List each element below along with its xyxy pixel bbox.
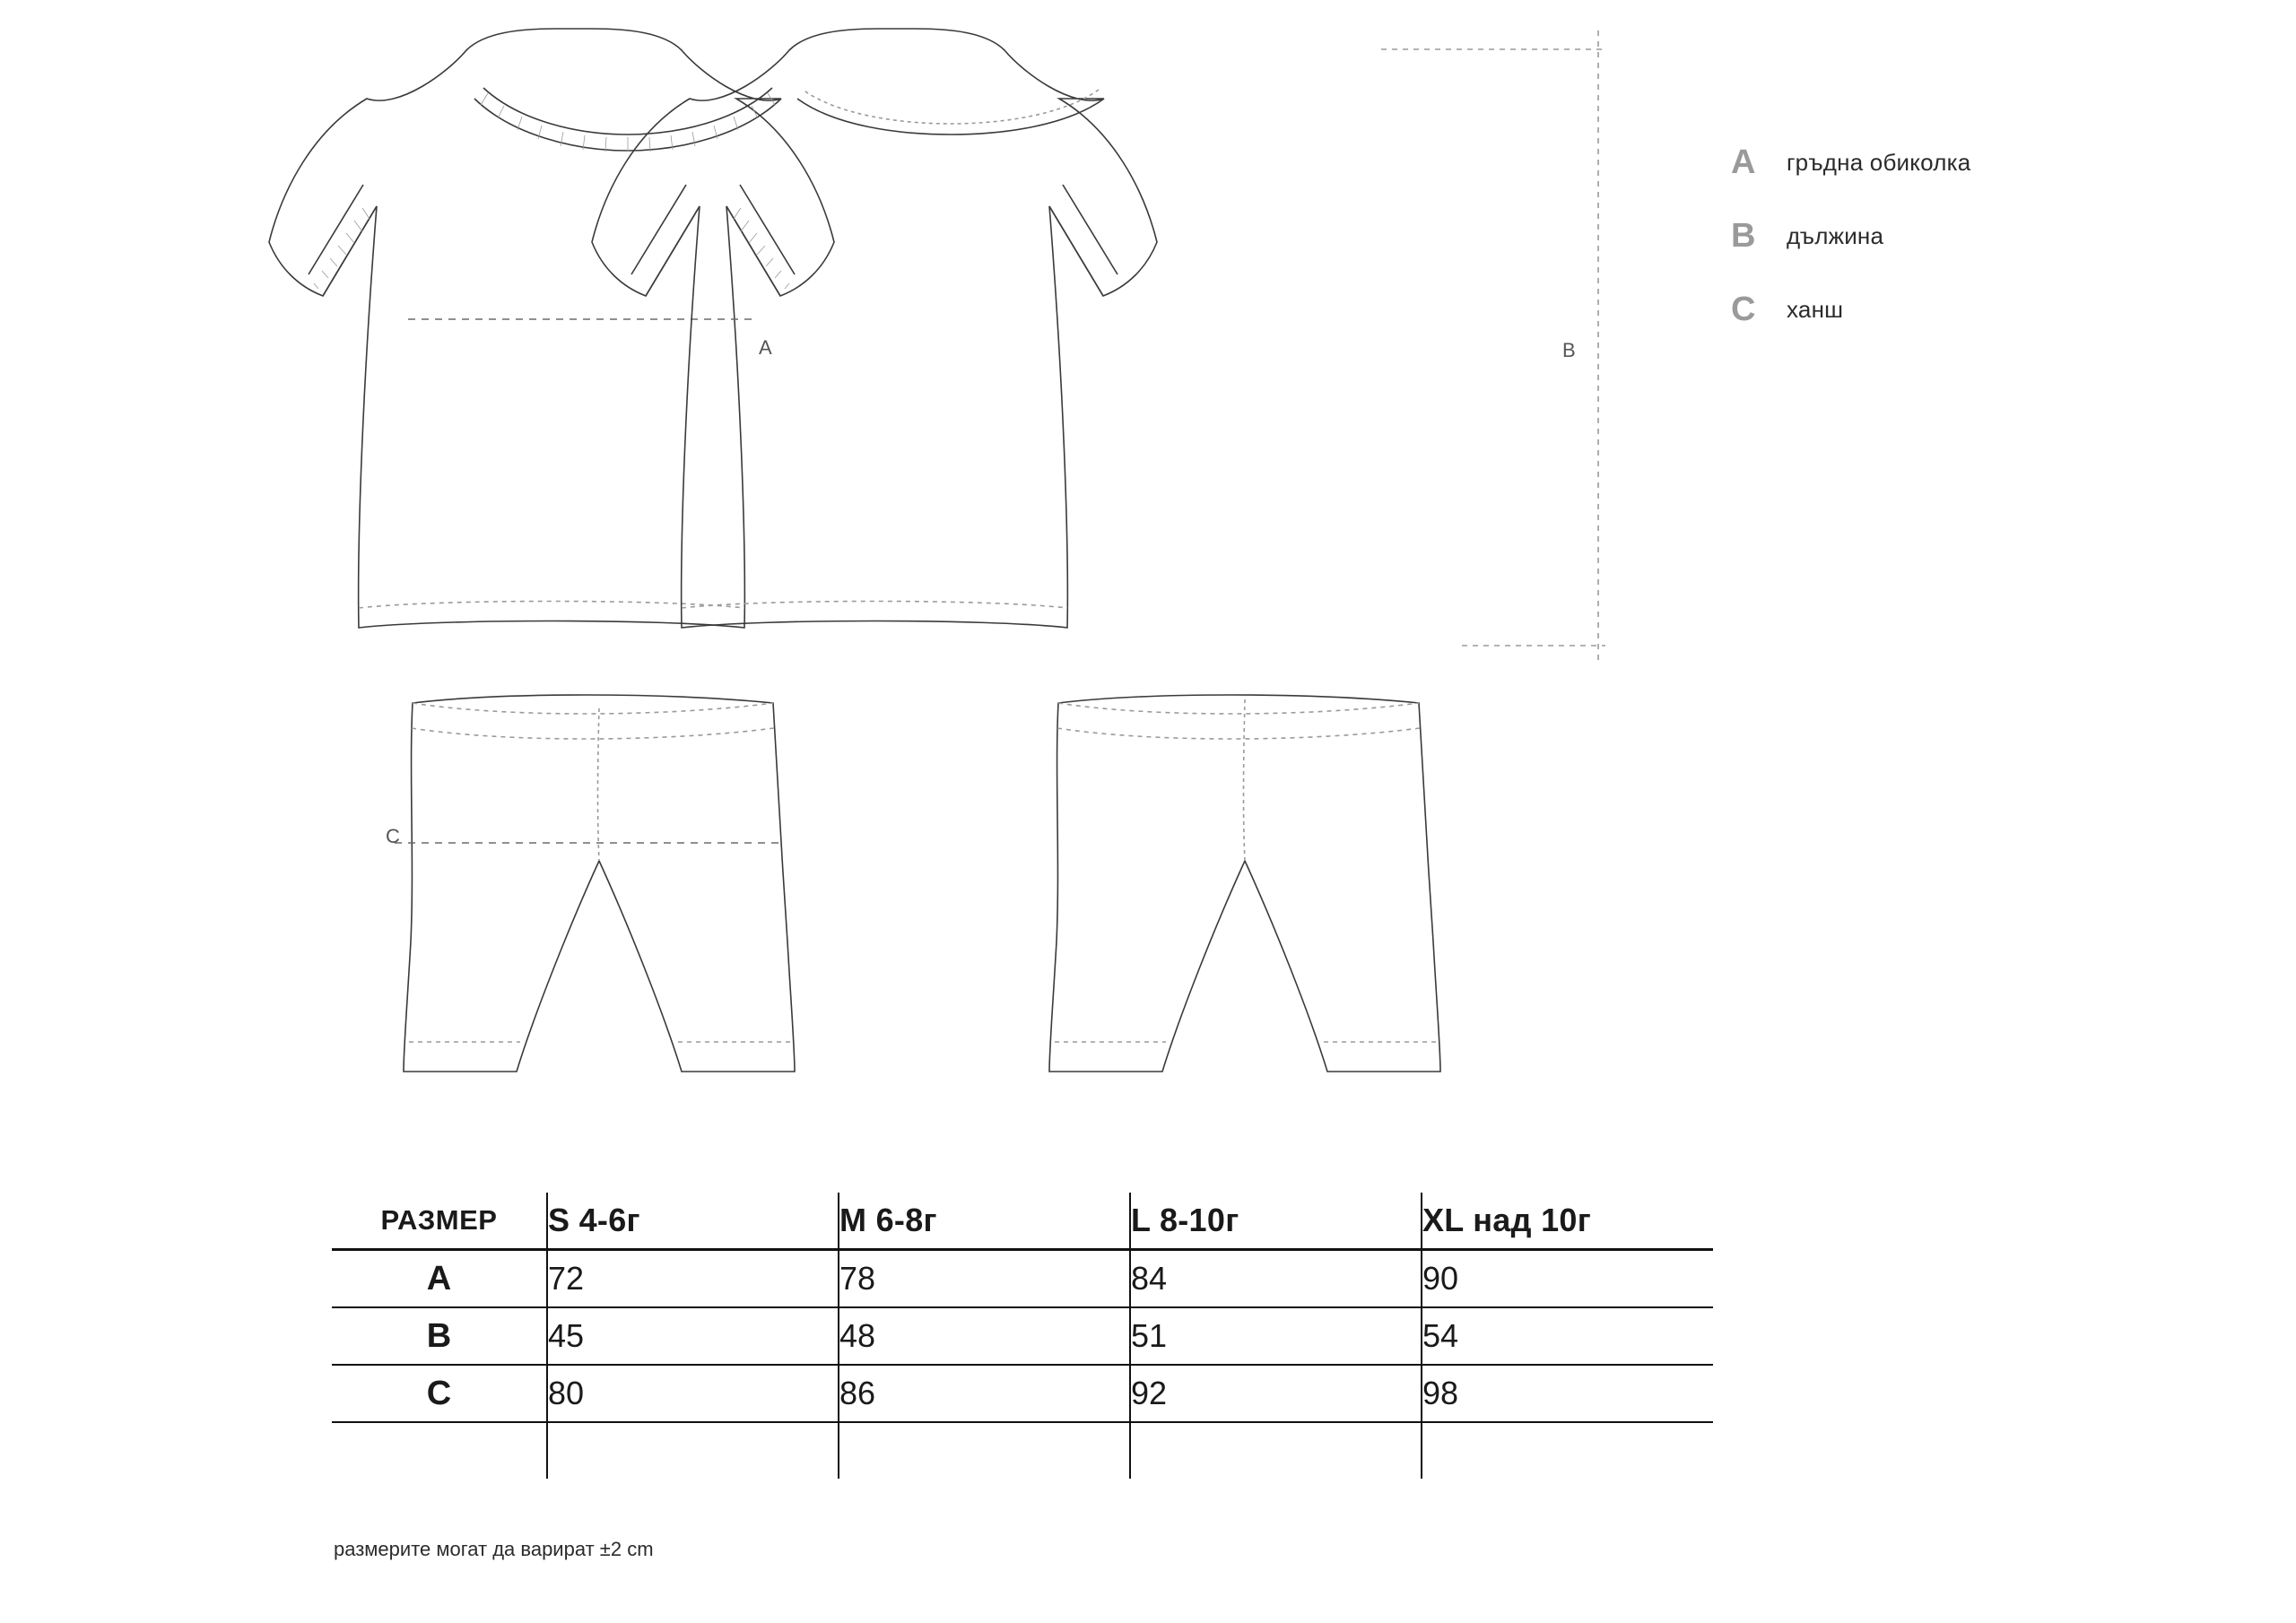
row-label-a: A [332,1250,547,1308]
legend-label-a: гръдна обиколка [1787,148,1971,176]
legend-letter-c: C [1731,291,1756,328]
spacer-cell [1130,1422,1422,1479]
spacer-cell [839,1422,1130,1479]
size-table-wrapper [332,1193,1713,1479]
legend-letter-a: A [1731,143,1756,181]
tshirt-front-illustration [269,29,834,628]
shorts-back-illustration [1049,695,1440,1072]
cell-c-xl: 98 [1422,1365,1713,1422]
spacer-cell [1422,1422,1713,1479]
row-label-b: B [332,1307,547,1365]
table-row [332,1307,1713,1365]
legend-label-c: ханш [1787,295,1844,323]
cell-c-l: 92 [1130,1365,1422,1422]
shorts-front-illustration [395,695,795,1072]
cell-a-xl: 90 [1422,1250,1713,1308]
legend-item-b [1731,199,2233,273]
cell-b-xl: 54 [1422,1307,1713,1365]
tolerance-note: размерите могат да варират ±2 cm [334,1538,654,1560]
marker-b: B [1562,339,1576,361]
size-table [332,1193,1713,1479]
table-row [332,1250,1713,1308]
spacer-cell [547,1422,839,1479]
header-cell-size-m: M 6-8г [839,1193,1130,1250]
cell-b-m: 48 [839,1307,1130,1365]
header-cell-size-s: S 4-6г [547,1193,839,1250]
cell-a-s: 72 [547,1250,839,1308]
tshirt-back-illustration [592,29,1157,628]
table-row [332,1365,1713,1422]
header-cell-size-l: L 8-10г [1130,1193,1422,1250]
cell-a-m: 78 [839,1250,1130,1308]
header-cell-size-xl: XL над 10г [1422,1193,1713,1250]
legend-label-b: дължина [1787,221,1884,249]
spacer-cell [332,1422,547,1479]
legend-item-a [1731,126,2233,199]
cell-a-l: 84 [1130,1250,1422,1308]
cell-b-s: 45 [547,1307,839,1365]
marker-c: C [386,825,400,847]
cell-b-l: 51 [1130,1307,1422,1365]
marker-a: A [759,336,772,359]
header-cell-measure: РАЗМЕР [332,1193,547,1250]
table-header-row [332,1193,1713,1250]
cell-c-s: 80 [547,1365,839,1422]
measurement-legend [1731,126,2233,346]
legend-letter-b: B [1731,217,1756,255]
cell-c-m: 86 [839,1365,1130,1422]
table-spacer-row [332,1422,1713,1479]
legend-item-c [1731,273,2233,346]
row-label-c: C [332,1365,547,1422]
